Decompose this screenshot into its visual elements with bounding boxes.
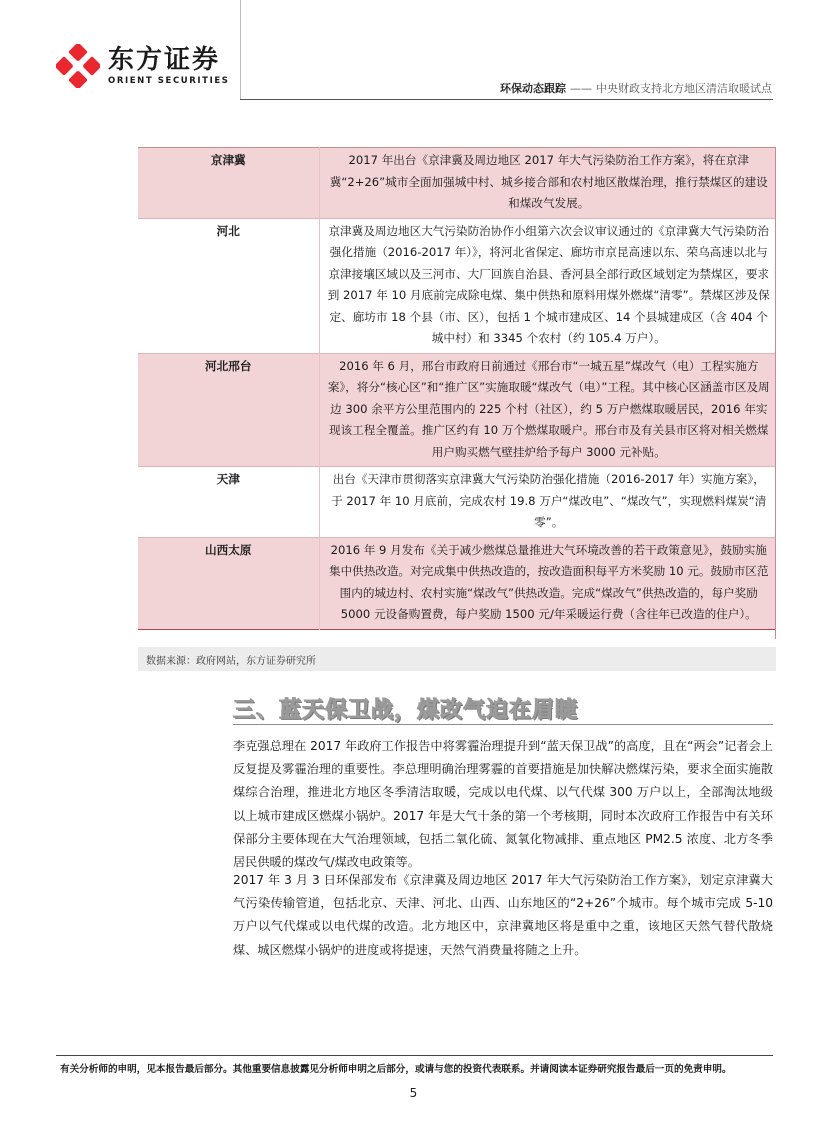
title-separator: —— [570,82,592,95]
table-right-border [775,147,776,639]
region-cell: 天津 [138,467,319,538]
header-divider [240,99,773,100]
regional-policy-table [138,147,776,630]
body-paragraph: 2017 年 3 月 3 日环保部发布《京津冀及周边地区 2017 年大气污染防治工作方案》，划定京津冀大气污染传输管道，包括北京、天津、河北、山西、山东地区的“2+26”个城市。每个城市完成 5-10 万户以气代煤或以电代煤的改造。北方地区中，京津冀地区将是重中之重，该地区天然气替代散烧煤、城区燃煤小锅炉的进度或将提速，天然气消费量将随之上升。 [233,873,773,957]
table-row [138,537,776,629]
page-number: 5 [409,1086,418,1100]
policy-cell: 出台《天津市贯彻落实京津冀大气污染防治强化措施（2016-2017 年）实施方案》，于 2017 年 10 月底前，完成农村 19.8 万户“煤改电”、“煤改气”，实现燃料煤炭“清零”。 [319,467,776,538]
report-title: 中央财政支持北方地区清洁取暖试点 [596,82,772,95]
policy-cell: 2017 年出台《京津冀及周边地区 2017 年大气污染防治工作方案》，将在京津冀“2+26”城市全面加强城中村、城乡接合部和农村地区散煤治理，推行禁煤区的建设和煤改气发展。 [319,148,776,219]
company-logo [56,44,229,88]
data-source-note: 数据来源：政府网站，东方证券研究所 [146,656,316,667]
table-row [138,353,776,467]
section-divider [233,724,773,725]
section-heading: 三、蓝天保卫战，煤改气迫在眉睫 [233,698,579,723]
page-header [0,0,827,110]
region-cell: 河北 [138,218,319,353]
report-header-title [500,80,772,96]
body-paragraph: 李克强总理在 2017 年政府工作报告中将雾霾治理提升到“蓝天保卫战”的高度，且在“两会”记者会上反复提及雾霾治理的重要性。李总理明确治理雾霾的首要措施是加快解决燃煤污染，要求全面实施散煤综合治理，推进北方地区冬季清洁取暖，完成以电代煤、以气代煤 300 万户以上，全部淘汰地级以上城市建成区燃煤小锅炉。2017 年是大气十条的第一个考核期，同时本次政府工作报告中有关环保部分主要体现在大气治理领域，包括二氧化硫、氮氧化物减排、重点地区 PM2.5 浓度、北方冬季居民供暖的煤改气/煤改电政策等。 [233,739,773,870]
logo-chinese-name: 东方证券 [108,45,221,75]
table-row [138,218,776,353]
policy-cell: 2016 年 6 月，邢台市政府日前通过《邢台市“一城五星”煤改气（电）工程实施方案》，将分“核心区”和“推广区”实施取暖“煤改气（电）”工程。其中核心区涵盖市区及周边 300 余平方公里范围内的 225 个村（社区），约 5 万户燃煤取暖居民，2016 年实现该工程全覆盖。推广区约有 10 万个燃煤取暖户。邢台市及有关县市区将对相关燃煤用户购买燃气壁挂炉给予每户 3000 元补贴。 [319,353,776,467]
footer-divider [56,1055,773,1056]
table-row [138,148,776,219]
report-series: 环保动态跟踪 [500,82,566,95]
analyst-disclaimer: 有关分析师的申明，见本报告最后部分。其他重要信息披露见分析师申明之后部分，或请与您的投资代表联系。并请阅读本证券研究报告最后一页的免责申明。 [60,1064,732,1075]
region-cell: 河北邢台 [138,353,319,467]
logo-english-name: ORIENT SECURITIES [108,76,230,86]
policy-cell: 京津冀及周边地区大气污染防治协作小组第六次会议审议通过的《京津冀大气污染防治强化措施（2016-2017 年）》，将河北省保定、廊坊市京昆高速以东、荣乌高速以北与京津接壤区域以及三河市、大厂回族自治县、香河县全部行政区域划定为禁煤区，要求到 2017 年 10 月底前完成除电煤、集中供热和原料用煤外燃煤“清零”。禁煤区涉及保定、廊坊市 18 个县（市、区），包括 1 个城市建成区、14 个县城建成区（含 404 个城中村）和 3345 个农村（约 105.4 万户）。 [319,218,776,353]
region-cell: 京津冀 [138,148,319,219]
region-cell: 山西太原 [138,537,319,629]
policy-cell: 2016 年 9 月发布《关于减少燃煤总量推进大气环境改善的若干政策意见》，鼓励实施集中供热改造。对完成集中供热改造的，按改造面积每平方米奖励 10 元。鼓励市区范围内的城边村、农村实施“煤改气”供热改造。完成“煤改气”供热改造的，每户奖励 5000 元设备购置费，每户奖励 1500 元/年采暖运行费（含往年已改造的住户）。 [319,537,776,629]
orient-logo-icon [56,44,100,88]
table-row [138,467,776,538]
